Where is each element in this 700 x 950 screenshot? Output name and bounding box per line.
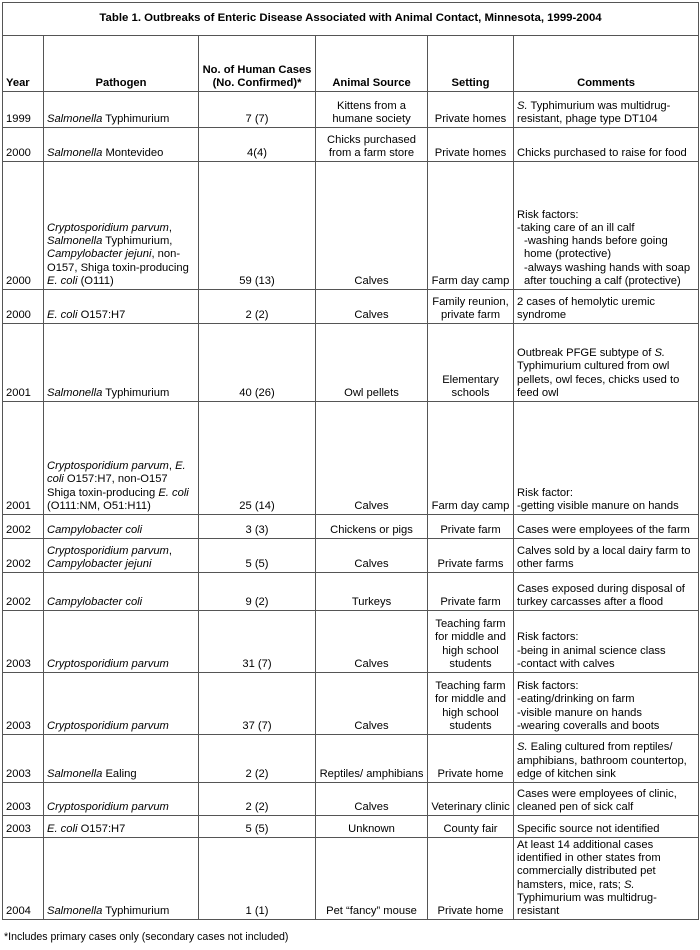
cell-animal-source: Pet “fancy” mouse bbox=[316, 838, 428, 920]
comment-fragment: S. bbox=[517, 99, 528, 112]
comment-fragment: Cases exposed during disposal of turkey carcasses after a flood bbox=[517, 582, 685, 608]
comment-line bbox=[517, 296, 695, 322]
pathogen-fragment: Campylobacter coli bbox=[47, 523, 143, 536]
pathogen-fragment: Typhimurium bbox=[102, 905, 170, 918]
cell-cases: 9 (2) bbox=[199, 573, 316, 611]
pathogen-fragment: , bbox=[168, 221, 172, 234]
cell-setting: Family reunion, private farm bbox=[428, 290, 514, 324]
cell-pathogen bbox=[44, 92, 199, 128]
table-row bbox=[3, 816, 699, 838]
pathogen-fragment: E. coli bbox=[47, 822, 78, 835]
cell-pathogen bbox=[44, 539, 199, 573]
cell-animal-source: Kittens from a humane society bbox=[316, 92, 428, 128]
cell-setting: Teaching farm for middle and high school students bbox=[428, 611, 514, 673]
cell-setting: Farm day camp bbox=[428, 162, 514, 290]
pathogen-fragment: Campylobacter jejuni bbox=[47, 248, 152, 261]
cell-pathogen bbox=[44, 128, 199, 162]
comment-line bbox=[517, 839, 695, 918]
comment-fragment: Typhimurium was multidrug-resistant, phage type DT104 bbox=[517, 99, 671, 125]
cell-setting: Private farm bbox=[428, 515, 514, 539]
pathogen-fragment: Ealing bbox=[102, 767, 137, 780]
comment-fragment: Typhimurium was multidrug-resistant bbox=[517, 891, 657, 918]
comment-fragment: Ealing cultured from reptiles/ amphibians, bathroom countertop, edge of kitchen sink bbox=[517, 741, 687, 780]
cell-animal-source: Calves bbox=[316, 611, 428, 673]
cell-year: 2000 bbox=[3, 290, 44, 324]
cell-cases: 1 (1) bbox=[199, 838, 316, 920]
cell-setting: Private farms bbox=[428, 539, 514, 573]
pathogen-fragment: (O111:NM, O51:H11) bbox=[47, 499, 151, 512]
pathogen-fragment: Typhimurium, bbox=[102, 235, 173, 248]
outbreaks-table bbox=[2, 2, 699, 920]
comment-line bbox=[517, 693, 695, 706]
cell-animal-source: Calves bbox=[316, 539, 428, 573]
table-row bbox=[3, 783, 699, 816]
cell-comments bbox=[514, 290, 699, 324]
pathogen-fragment: Typhimurium bbox=[102, 112, 170, 125]
comment-line bbox=[517, 209, 695, 222]
cell-animal-source: Calves bbox=[316, 783, 428, 816]
cell-setting: Farm day camp bbox=[428, 402, 514, 515]
cell-setting: Elementary schools bbox=[428, 324, 514, 402]
cell-year: 2000 bbox=[3, 128, 44, 162]
pathogen-fragment: O157:H7 bbox=[77, 308, 126, 321]
comment-line bbox=[517, 524, 695, 537]
comment-line bbox=[517, 222, 695, 235]
cell-comments bbox=[514, 838, 699, 920]
cell-pathogen bbox=[44, 673, 199, 735]
comment-line bbox=[517, 545, 695, 571]
cell-animal-source: Unknown bbox=[316, 816, 428, 838]
cell-cases: 2 (2) bbox=[199, 735, 316, 783]
cell-animal-source: Calves bbox=[316, 673, 428, 735]
comment-fragment: -contact with calves bbox=[517, 657, 615, 670]
comment-line bbox=[517, 645, 695, 658]
comment-fragment: -taking care of an ill calf bbox=[517, 221, 635, 234]
comment-line bbox=[517, 680, 695, 693]
cell-pathogen bbox=[44, 402, 199, 515]
cell-cases: 7 (7) bbox=[199, 92, 316, 128]
table-row bbox=[3, 402, 699, 515]
cell-animal-source: Chickens or pigs bbox=[316, 515, 428, 539]
table-title: Table 1. Outbreaks of Enteric Disease Associated with Animal Contact, Minnesota, 1999-2004 bbox=[3, 3, 699, 36]
cell-year: 1999 bbox=[3, 92, 44, 128]
cell-comments bbox=[514, 324, 699, 402]
pathogen-fragment: O157:H7, non-O157 Shiga toxin-producing bbox=[47, 473, 168, 499]
cell-year: 2003 bbox=[3, 611, 44, 673]
cell-pathogen bbox=[44, 816, 199, 838]
table-row bbox=[3, 573, 699, 611]
pathogen-fragment: Salmonella bbox=[47, 146, 103, 159]
comment-line bbox=[517, 147, 695, 160]
cell-animal-source: Calves bbox=[316, 162, 428, 290]
comment-line bbox=[517, 583, 695, 609]
comment-fragment: -being in animal science class bbox=[517, 644, 666, 657]
cell-comments bbox=[514, 92, 699, 128]
cell-cases: 25 (14) bbox=[199, 402, 316, 515]
table-row bbox=[3, 324, 699, 402]
comment-line bbox=[517, 347, 695, 400]
cell-pathogen bbox=[44, 611, 199, 673]
cell-year: 2002 bbox=[3, 573, 44, 611]
comment-line bbox=[517, 487, 695, 500]
table-row bbox=[3, 838, 699, 920]
table-row bbox=[3, 515, 699, 539]
pathogen-fragment: , bbox=[168, 544, 172, 557]
pathogen-fragment: E. coli bbox=[47, 308, 78, 321]
cell-comments bbox=[514, 515, 699, 539]
comment-fragment: Risk factor: bbox=[517, 486, 573, 499]
table-row bbox=[3, 611, 699, 673]
comment-fragment: -visible manure on hands bbox=[517, 706, 642, 719]
pathogen-fragment: Cryptosporidium parvum bbox=[47, 657, 169, 670]
table-body bbox=[3, 92, 699, 920]
pathogen-fragment: Salmonella bbox=[47, 235, 103, 248]
cell-animal-source: Calves bbox=[316, 290, 428, 324]
cell-pathogen bbox=[44, 838, 199, 920]
cell-pathogen bbox=[44, 162, 199, 290]
comment-fragment: -washing hands before going home (protective) bbox=[524, 235, 668, 261]
pathogen-fragment: Cryptosporidium parvum bbox=[47, 221, 169, 234]
comment-fragment: Risk factors: bbox=[517, 631, 579, 644]
cell-setting: Private home bbox=[428, 838, 514, 920]
comment-fragment: Risk factors: bbox=[517, 208, 579, 221]
comment-line bbox=[517, 631, 695, 644]
cell-comments bbox=[514, 735, 699, 783]
pathogen-fragment: Cryptosporidium parvum bbox=[47, 719, 169, 732]
comment-line bbox=[517, 658, 695, 671]
cell-cases: 2 (2) bbox=[199, 290, 316, 324]
cell-year: 2001 bbox=[3, 324, 44, 402]
comment-line bbox=[517, 788, 695, 814]
cell-comments bbox=[514, 783, 699, 816]
cell-year: 2004 bbox=[3, 838, 44, 920]
cell-comments bbox=[514, 162, 699, 290]
cell-year: 2002 bbox=[3, 539, 44, 573]
comment-fragment: -getting visible manure on hands bbox=[517, 499, 679, 512]
pathogen-fragment: Cryptosporidium parvum bbox=[47, 460, 169, 473]
table-row bbox=[3, 162, 699, 290]
pathogen-fragment: , non-O157, Shiga toxin-producing bbox=[47, 248, 189, 274]
cell-cases: 37 (7) bbox=[199, 673, 316, 735]
header-comments: Comments bbox=[514, 36, 699, 92]
pathogen-fragment: Montevideo bbox=[102, 146, 164, 159]
comment-line bbox=[517, 262, 695, 288]
cell-cases: 31 (7) bbox=[199, 611, 316, 673]
cell-animal-source: Chicks purchased from a farm store bbox=[316, 128, 428, 162]
comment-fragment: Outbreak PFGE subtype of bbox=[517, 347, 655, 360]
comment-fragment: -wearing coveralls and boots bbox=[517, 719, 660, 732]
cell-setting: Teaching farm for middle and high school students bbox=[428, 673, 514, 735]
cell-animal-source: Turkeys bbox=[316, 573, 428, 611]
comment-fragment: -eating/drinking on farm bbox=[517, 693, 635, 706]
table-row bbox=[3, 290, 699, 324]
cell-comments bbox=[514, 539, 699, 573]
cell-year: 2003 bbox=[3, 783, 44, 816]
cell-setting: Private farm bbox=[428, 573, 514, 611]
comment-fragment: Cases were employees of the farm bbox=[517, 523, 690, 536]
cell-comments bbox=[514, 816, 699, 838]
comment-fragment: S. bbox=[517, 741, 528, 754]
cell-animal-source: Calves bbox=[316, 402, 428, 515]
cell-cases: 4(4) bbox=[199, 128, 316, 162]
cell-pathogen bbox=[44, 783, 199, 816]
comment-line bbox=[517, 235, 695, 261]
cell-cases: 3 (3) bbox=[199, 515, 316, 539]
pathogen-fragment: Campylobacter coli bbox=[47, 595, 143, 608]
pathogen-fragment: E. coli bbox=[158, 486, 189, 499]
pathogen-fragment: Salmonella bbox=[47, 386, 103, 399]
cell-cases: 40 (26) bbox=[199, 324, 316, 402]
cell-year: 2003 bbox=[3, 816, 44, 838]
header-year: Year bbox=[3, 36, 44, 92]
comment-fragment: Cases were employees of clinic, cleaned pen of sick calf bbox=[517, 787, 677, 813]
pathogen-fragment: Typhimurium bbox=[102, 386, 170, 399]
cell-year: 2003 bbox=[3, 673, 44, 735]
pathogen-fragment: Cryptosporidium parvum bbox=[47, 800, 169, 813]
cell-cases: 59 (13) bbox=[199, 162, 316, 290]
comment-fragment: S. bbox=[654, 347, 666, 360]
cell-setting: Veterinary clinic bbox=[428, 783, 514, 816]
comment-fragment: Specific source not identified bbox=[517, 822, 660, 835]
comment-line bbox=[517, 707, 695, 720]
cell-cases: 5 (5) bbox=[199, 816, 316, 838]
header-cases: No. of Human Cases (No. Confirmed)* bbox=[199, 36, 316, 92]
header-animal-source: Animal Source bbox=[316, 36, 428, 92]
pathogen-fragment: Cryptosporidium parvum bbox=[47, 544, 169, 557]
cell-comments bbox=[514, 128, 699, 162]
comment-fragment: S. bbox=[623, 878, 635, 891]
table-row bbox=[3, 735, 699, 783]
comment-fragment: Calves sold by a local dairy farm to other farms bbox=[517, 544, 691, 570]
comment-fragment: 2 cases of hemolytic uremic syndrome bbox=[517, 295, 656, 321]
comment-fragment: Chicks purchased to raise for food bbox=[517, 146, 687, 159]
cell-cases: 2 (2) bbox=[199, 783, 316, 816]
pathogen-fragment: O157:H7 bbox=[77, 822, 126, 835]
cell-setting: Private homes bbox=[428, 92, 514, 128]
comment-fragment: -always washing hands with soap after touching a calf (protective) bbox=[524, 261, 691, 287]
table-row bbox=[3, 128, 699, 162]
cell-setting: County fair bbox=[428, 816, 514, 838]
cell-comments bbox=[514, 611, 699, 673]
header-pathogen: Pathogen bbox=[44, 36, 199, 92]
pathogen-fragment: E. coli bbox=[47, 460, 186, 486]
pathogen-fragment: Campylobacter jejuni bbox=[47, 557, 152, 570]
comment-line bbox=[517, 100, 695, 126]
cell-pathogen bbox=[44, 573, 199, 611]
cell-year: 2000 bbox=[3, 162, 44, 290]
pathogen-fragment: (O111) bbox=[77, 274, 114, 287]
table-row bbox=[3, 539, 699, 573]
footnote: *Includes primary cases only (secondary cases not included) bbox=[4, 931, 289, 943]
cell-pathogen bbox=[44, 324, 199, 402]
cell-comments bbox=[514, 573, 699, 611]
cell-year: 2001 bbox=[3, 402, 44, 515]
cell-comments bbox=[514, 402, 699, 515]
pathogen-fragment: , bbox=[168, 460, 176, 473]
comment-line bbox=[517, 823, 695, 836]
cell-pathogen bbox=[44, 290, 199, 324]
table-row bbox=[3, 92, 699, 128]
pathogen-fragment: Salmonella bbox=[47, 112, 103, 125]
comment-line bbox=[517, 720, 695, 733]
cell-cases: 5 (5) bbox=[199, 539, 316, 573]
comment-line bbox=[517, 500, 695, 513]
cell-year: 2002 bbox=[3, 515, 44, 539]
cell-comments bbox=[514, 673, 699, 735]
cell-animal-source: Reptiles/ amphibians bbox=[316, 735, 428, 783]
pathogen-fragment: Salmonella bbox=[47, 767, 103, 780]
cell-setting: Private home bbox=[428, 735, 514, 783]
cell-pathogen bbox=[44, 515, 199, 539]
comment-fragment: Typhimurium cultured from owl pellets, owl feces, chicks used to feed owl bbox=[517, 360, 680, 399]
cell-animal-source: Owl pellets bbox=[316, 324, 428, 402]
cell-pathogen bbox=[44, 735, 199, 783]
cell-year: 2003 bbox=[3, 735, 44, 783]
pathogen-fragment: E. coli bbox=[47, 274, 78, 287]
comment-line bbox=[517, 741, 695, 781]
comment-fragment: At least 14 additional cases identified in other states from commercially distributed pet hamsters, mice, rats; bbox=[517, 839, 661, 891]
table-row bbox=[3, 673, 699, 735]
header-setting: Setting bbox=[428, 36, 514, 92]
pathogen-fragment: Salmonella bbox=[47, 905, 103, 918]
comment-fragment: Risk factors: bbox=[517, 680, 579, 693]
cell-setting: Private homes bbox=[428, 128, 514, 162]
